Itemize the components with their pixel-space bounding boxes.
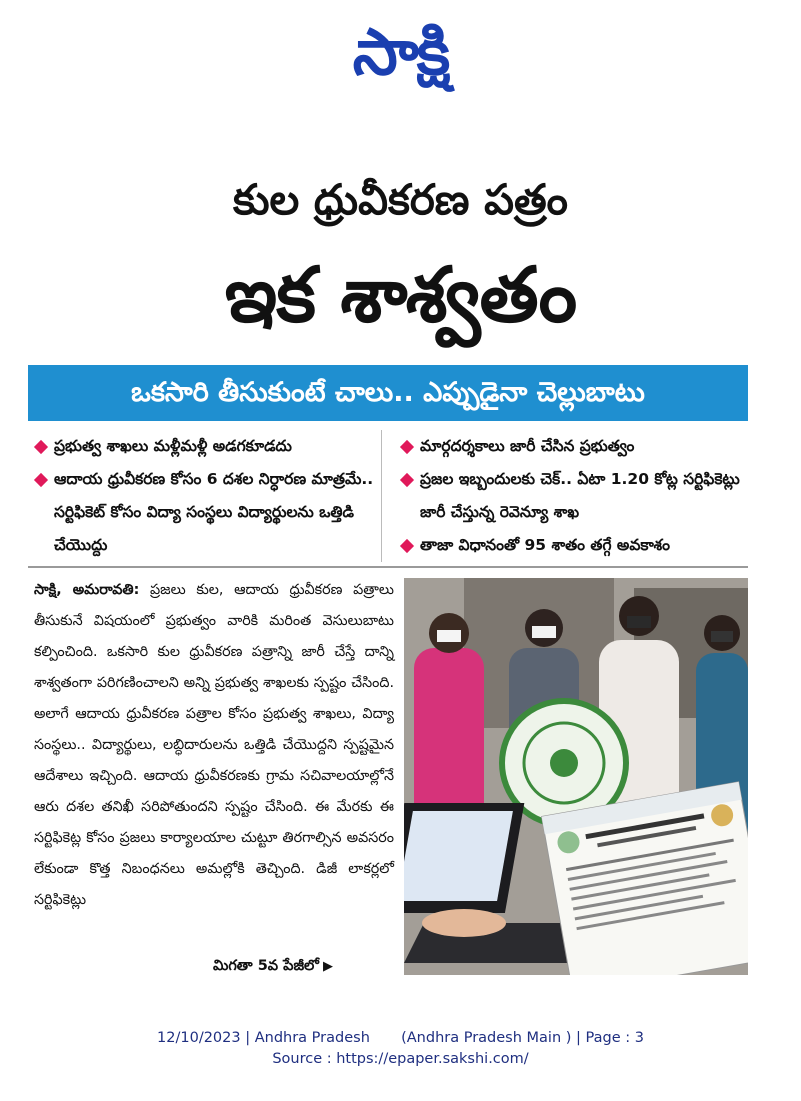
continued-text: మిగతా 5వ పేజీలో: [213, 958, 319, 974]
article-photo: [404, 578, 748, 975]
play-arrow-icon: ▶: [322, 959, 333, 974]
footer-state: Andhra Pradesh: [254, 1030, 370, 1046]
footer-date: 12/10/2023: [157, 1030, 241, 1046]
masthead-logo: సాక్షి: [352, 16, 449, 90]
subheadline-banner: ఒకసారి తీసుకుంటే చాలు.. ఎప్పుడైనా చెల్లుబాటు: [28, 365, 748, 421]
footer-source: Source : https://epaper.sakshi.com/: [272, 1051, 529, 1067]
highlight-item: ప్రజల ఇబ్బందులకు చెక్‌.. ఏటా 1.20 కోట్ల సర్టిఫికెట్లు జారీ చేస్తున్న రెవెన్యూ శాఖ: [400, 463, 750, 529]
article-body: [34, 575, 394, 916]
column-divider: [381, 430, 382, 562]
article-dateline: సాక్షి, అమరావతి:: [34, 582, 140, 598]
highlights-right: [400, 430, 750, 562]
section-divider: [28, 566, 748, 568]
certificate: [542, 782, 748, 975]
headline-line-2: ఇక శాశ్వతం: [224, 250, 577, 339]
footer-edition: (Andhra Pradesh Main ): [401, 1030, 572, 1046]
photo-illustration: [404, 578, 748, 975]
highlight-item: ప్రభుత్వ శాఖలు మళ్లీమళ్లీ అడగకూడదు: [34, 430, 374, 463]
headline-line-1: కుల ధ్రువీకరణ పత్రం: [233, 175, 568, 224]
highlight-item: తాజా విధానంతో 95 శాతం తగ్గే అవకాశం: [400, 529, 750, 562]
highlights-left: [34, 430, 374, 562]
continued-note: [213, 958, 333, 978]
article-text: ప్రజలు కుల, ఆదాయ ధ్రువీకరణ పత్రాలు తీసుకునే విషయంలో ప్రభుత్వం వారికి మరింత వెసులుబాటు కల్పించింది. ఒకసారి కుల ధ్రువీకరణ పత్రాన్ని జారీ చేస్తే దాన్ని శాశ్వతంగా పరిగణించాలని అన్ని ప్రభుత్వ శాఖలకు స్పష్టం చేసింది. అలాగే ఆదాయ ధ్రువీకరణ పత్రాల కోసం ప్రభుత్వ శాఖలు, విద్యా సంస్థలు.. విద్యార్థులు, లబ్ధిదారులను ఒత్తిడి చేయొద్దని స్పష్టమైన ఆదేశాలు ఇచ్చింది. ఆదాయ ధ్రువీకరణకు గ్రామ సచివాలయాల్లోనే ఆరు దశల తనిఖీ సరిపోతుందని స్పష్టం చేసింది. ఈ మేరకు ఈ సర్టిఫికెట్ల కోసం ప్రజలు కార్యాలయాల చుట్టూ తిరగాల్సిన అవసరం లేకుండా కొత్త నిబంధనలు అమల్లోకి తెచ్చింది. డిజీ లాకర్లలో సర్టిఫికెట్లు: [34, 582, 394, 908]
highlight-item: ఆదాయ ధ్రువీకరణ కోసం 6 దశల నిర్ధారణ మాత్రమే.. సర్టిఫికెట్‌ కోసం విద్యా సంస్థలు విద్యార్థులను ఒత్తిడి చేయొద్దు: [34, 463, 374, 562]
footer-page: Page : 3: [585, 1030, 644, 1046]
highlight-item: మార్గదర్శకాలు జారీ చేసిన ప్రభుత్వం: [400, 430, 750, 463]
footer-edition-line: 12/10/2023 | Andhra Pradesh (Andhra Pradesh Main ) | Page : 3: [157, 1030, 644, 1046]
